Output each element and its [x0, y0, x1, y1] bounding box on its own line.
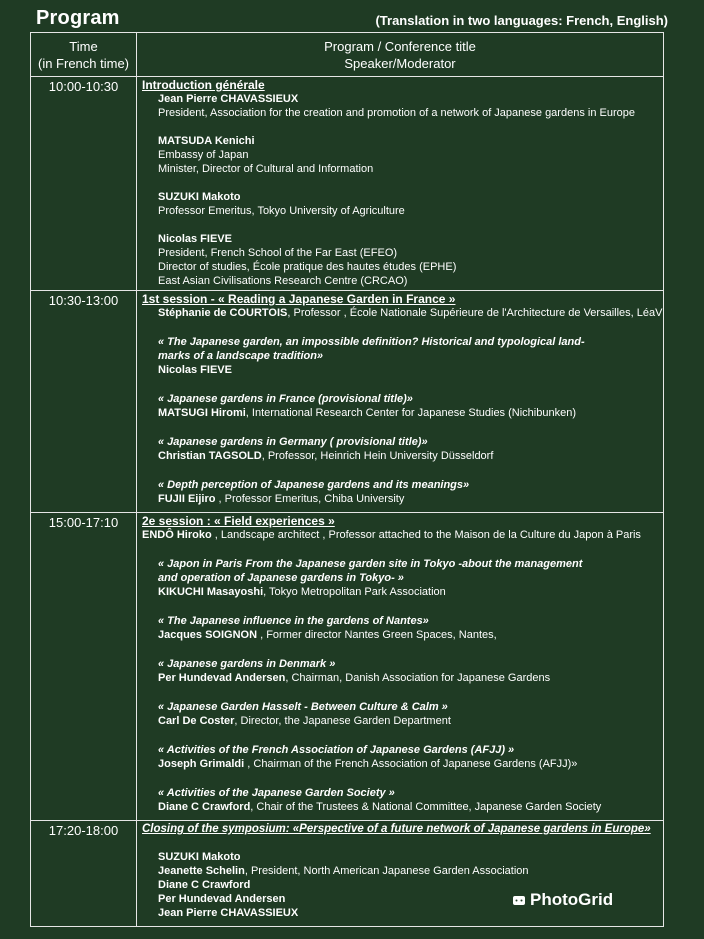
- speaker-desc: , Director, the Japanese Garden Department: [234, 715, 451, 727]
- time-header-line2: (in French time): [37, 56, 130, 71]
- speaker: [158, 628, 659, 642]
- talk-title: « The Japanese garden, an impossible definition? Historical and typological land-: [158, 336, 585, 348]
- speaker-name: Jean Pierre CHAVASSIEUX: [158, 907, 299, 919]
- speaker-desc: Minister, Director of Cultural and Information: [158, 163, 374, 175]
- table-row: [31, 291, 664, 513]
- speaker-name: SUZUKI Makoto: [158, 851, 241, 863]
- moderator-desc: , Landscape architect , Professor attached to the Maison de la Culture du Japon à Paris: [211, 529, 641, 541]
- time-cell: 10:30-13:00: [31, 291, 137, 513]
- time-cell: 17:20-18:00: [31, 821, 137, 927]
- speaker-name: Per Hundevad Andersen: [158, 893, 286, 905]
- speaker: [158, 671, 659, 685]
- speaker-name: Per Hundevad Andersen: [158, 672, 286, 684]
- speaker-name: Joseph Grimaldi: [158, 758, 245, 770]
- session-cell: [137, 291, 664, 513]
- speaker: [158, 406, 659, 420]
- time-cell: 15:00-17:10: [31, 513, 137, 821]
- talk-title: marks of a landscape tradition»: [158, 350, 324, 362]
- session-cell: [137, 821, 664, 927]
- speaker-desc: Director of studies, École pratique des hautes études (EPHE): [158, 261, 457, 273]
- talk-title: « Activities of the Japanese Garden Society »: [158, 787, 395, 799]
- speaker: [158, 492, 659, 506]
- speaker-name: KIKUCHI Masayoshi: [158, 586, 264, 598]
- talk-title: « Activities of the French Association of Japanese Gardens (AFJJ) »: [158, 744, 515, 756]
- talk-title: « Japanese gardens in France (provisional title)»: [158, 393, 413, 405]
- watermark-text: PhotoGrid: [530, 890, 614, 909]
- session-title: Closing of the symposium: «Perspective of a future network of Japanese gardens in Europe»: [142, 823, 651, 835]
- talk-title: « Japanese gardens in Germany ( provisional title)»: [158, 436, 428, 448]
- talk-title: « Depth perception of Japanese gardens and its meanings»: [158, 479, 470, 491]
- speaker-name: Jeanette Schelin: [158, 865, 245, 877]
- talk-title: and operation of Japanese gardens in Tokyo- »: [158, 572, 404, 584]
- talk-title: « The Japanese influence in the gardens of Nantes»: [158, 615, 429, 627]
- time-cell: 10:00-10:30: [31, 77, 137, 291]
- moderator-name: Stéphanie de COURTOIS: [158, 307, 288, 319]
- speaker-name: Diane C Crawford: [158, 801, 251, 813]
- speaker: [158, 714, 659, 728]
- program-header-line1: Program / Conference title: [324, 39, 476, 54]
- speaker-desc: East Asian Civilisations Research Centre (CRCAO): [158, 275, 408, 287]
- moderator: [158, 306, 663, 320]
- speaker-desc: , Professor Emeritus, Chiba University: [215, 493, 405, 505]
- session-cell: [137, 513, 664, 821]
- speaker-name: Diane C Crawford: [158, 879, 251, 891]
- session-title: Introduction générale: [142, 78, 265, 92]
- table-header-row: [31, 33, 664, 77]
- page-header: [36, 7, 668, 31]
- table-row: [31, 77, 664, 291]
- program-header-line2: Speaker/Moderator: [344, 56, 456, 71]
- speaker: [158, 449, 659, 463]
- speaker-desc: President, Association for the creation and promotion of a network of Japanese gardens in Europe: [158, 107, 635, 119]
- table-row: [31, 821, 664, 927]
- program-column-header: [137, 33, 664, 77]
- speaker-name: FUJII Eijiro: [158, 493, 216, 505]
- speaker-name: Nicolas FIEVE: [158, 364, 232, 376]
- speaker: [158, 864, 659, 878]
- table-row: [31, 513, 664, 821]
- speaker-name: Jean Pierre CHAVASSIEUX: [158, 93, 299, 105]
- page-title: Program: [36, 7, 120, 29]
- photogrid-logo-icon: [512, 894, 526, 906]
- moderator-name: ENDÔ Hiroko: [142, 529, 212, 541]
- session-title: 1st session - « Reading a Japanese Garden in France »: [142, 292, 456, 306]
- translation-note: (Translation in two languages: French, English): [375, 13, 668, 28]
- speaker-desc: , Tokyo Metropolitan Park Association: [263, 586, 446, 598]
- moderator: [142, 528, 659, 542]
- time-header-line1: Time: [69, 39, 98, 54]
- session-cell: [137, 77, 664, 291]
- speaker-name: MATSUDA Kenichi: [158, 135, 255, 147]
- speaker-name: Carl De Coster: [158, 715, 235, 727]
- speaker: [158, 585, 659, 599]
- speaker-name: Jacques SOIGNON: [158, 629, 258, 641]
- time-column-header: [31, 33, 137, 77]
- talk-title: « Japanese Garden Hasselt - Between Culture & Calm »: [158, 701, 448, 713]
- speaker-name: Christian TAGSOLD: [158, 450, 262, 462]
- speaker-name: Nicolas FIEVE: [158, 233, 232, 245]
- speaker-desc: , Chairman of the French Association of Japanese Gardens (AFJJ)»: [244, 758, 578, 770]
- speaker-desc: , Professor, Heinrich Hein University Düsseldorf: [261, 450, 494, 462]
- speaker-name: SUZUKI Makoto: [158, 191, 241, 203]
- talk-title: « Japanese gardens in Denmark »: [158, 658, 336, 670]
- photogrid-watermark: [512, 890, 613, 910]
- speaker-desc: President, French School of the Far East (EFEO): [158, 247, 398, 259]
- speaker-desc: , Former director Nantes Green Spaces, Nantes,: [257, 629, 497, 641]
- talk-title: « Japon in Paris From the Japanese garden site in Tokyo -about the management: [158, 558, 583, 570]
- moderator-desc: , Professor , École Nationale Supérieure de l'Architecture de Versailles, LéaV: [287, 307, 663, 319]
- speaker-name: MATSUGI Hiromi: [158, 407, 246, 419]
- speaker-desc: , President, North American Japanese Garden Association: [244, 865, 529, 877]
- speaker-desc: Professor Emeritus, Tokyo University of Agriculture: [158, 205, 405, 217]
- session-title: 2e session : « Field experiences »: [142, 514, 335, 528]
- program-table: [30, 32, 664, 927]
- speaker: [158, 757, 659, 771]
- speaker-desc: , Chair of the Trustees & National Committee, Japanese Garden Society: [250, 801, 602, 813]
- speaker: [158, 800, 659, 814]
- speaker-desc: Embassy of Japan: [158, 149, 249, 161]
- speaker-desc: , International Research Center for Japanese Studies (Nichibunken): [245, 407, 576, 419]
- speaker-desc: , Chairman, Danish Association for Japanese Gardens: [285, 672, 551, 684]
